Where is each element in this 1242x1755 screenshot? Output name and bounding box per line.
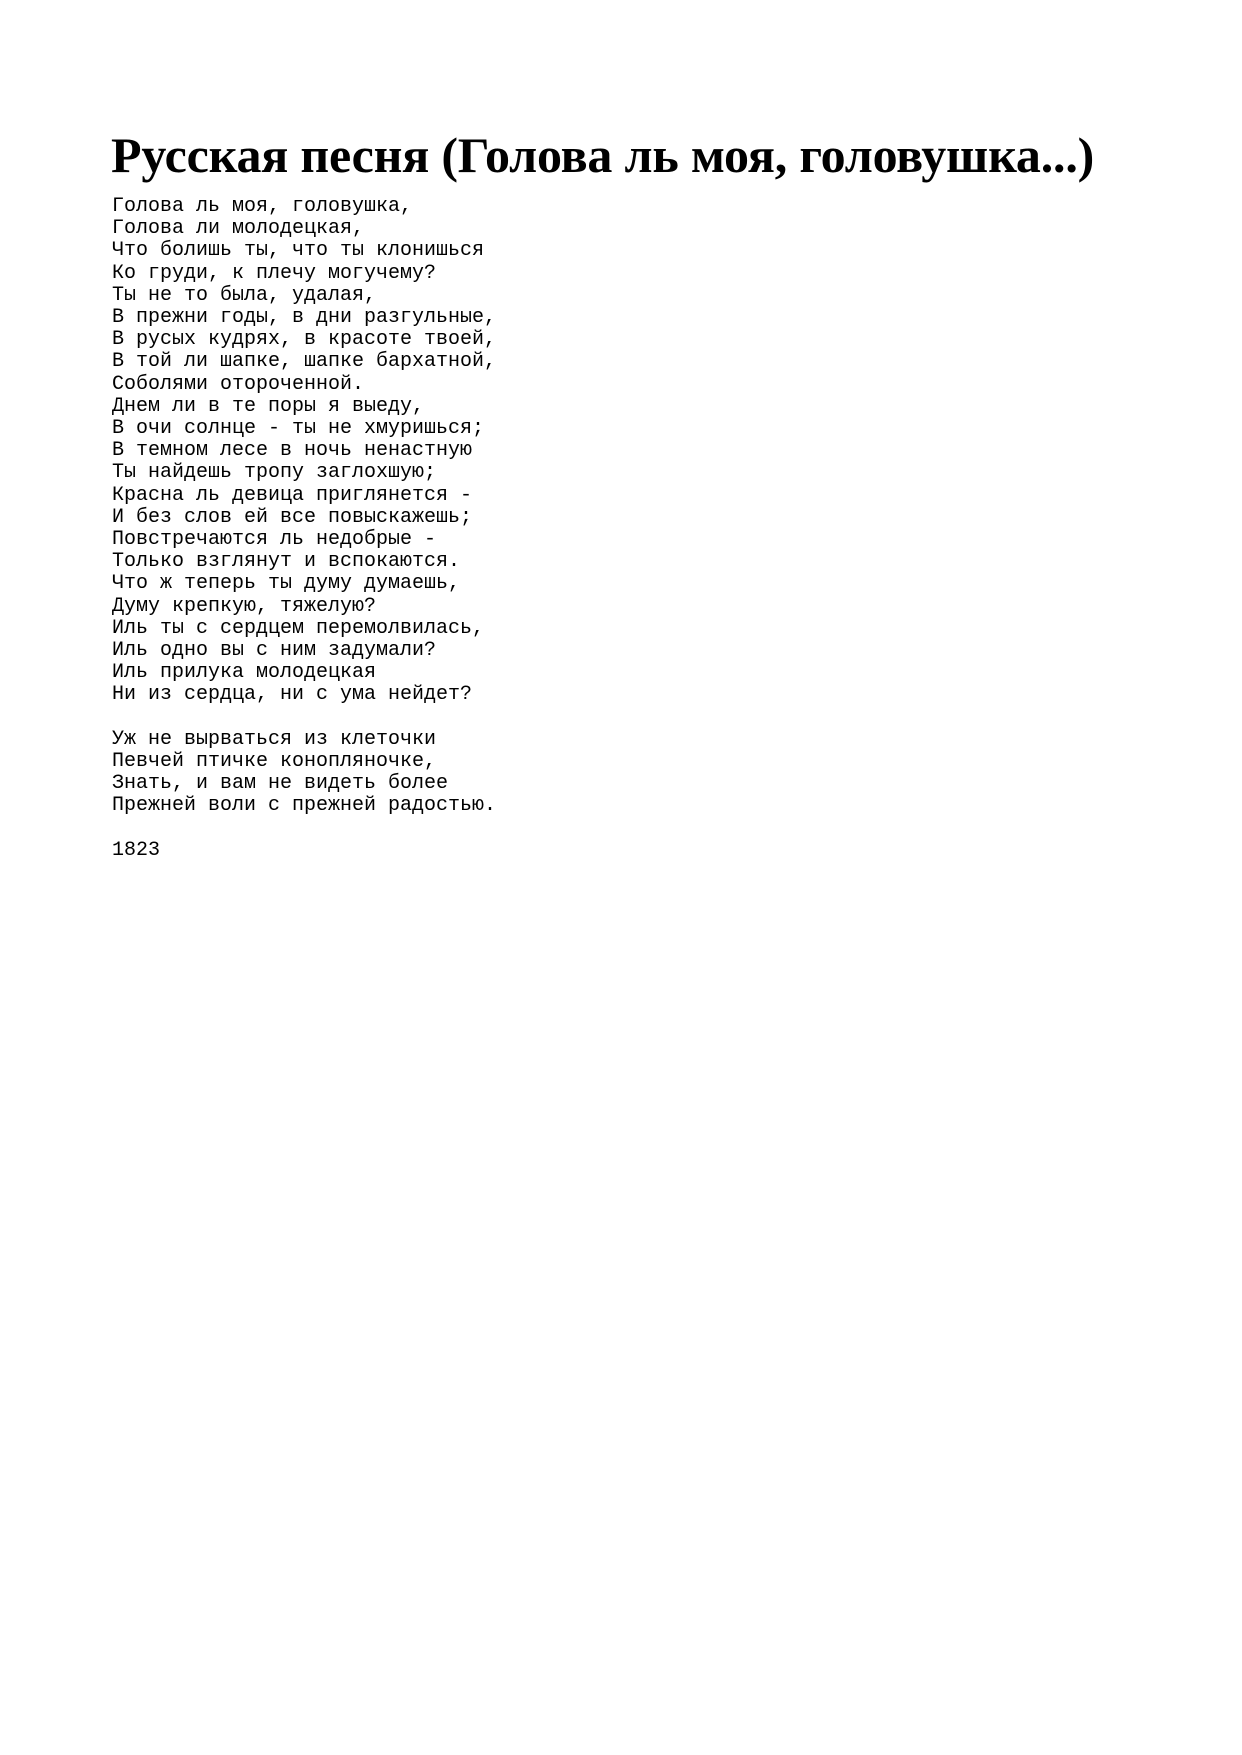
poem-line: Что ж теперь ты думу думаешь, — [112, 572, 461, 596]
poem-line: Соболями отороченной. — [112, 372, 365, 396]
poem-line: Повстречаются ль недобрые - — [112, 528, 437, 552]
poem-line: В очи солнце - ты не хмуришься; — [112, 417, 485, 441]
poem-line: И без слов ей все повыскажешь; — [112, 505, 473, 529]
stanza-2 — [112, 729, 496, 818]
poem-line: Прежней воли с прежней радостью. — [112, 794, 497, 818]
poem-line: Красна ль девица приглянется - — [112, 483, 473, 507]
poem-line: Ни из сердца, ни с ума нейдет? — [112, 683, 473, 707]
poem-line: Что болишь ты, что ты клонишься — [112, 239, 485, 263]
stanza-1 — [112, 196, 496, 707]
poem-line: Голова ль моя, головушка, — [112, 195, 413, 218]
poem-line: Знать, и вам не видеть более — [112, 772, 449, 796]
poem-line: В прежни годы, в дни разгульные, — [112, 306, 497, 330]
poem-line: Думу крепкую, тяжелую? — [112, 594, 377, 618]
poem-line: В русых кудрях, в красоте твоей, — [112, 328, 497, 352]
poem-line: Иль одно вы с ним задумали? — [112, 639, 437, 663]
poem-line: В темном лесе в ночь ненастную — [112, 439, 473, 463]
poem-line: В той ли шапке, шапке бархатной, — [112, 350, 497, 374]
poem-line: Ты не то была, удалая, — [112, 283, 377, 307]
poem-year: 1823 — [112, 838, 161, 862]
poem-title: Русская песня (Голова ль моя, головушка...) — [111, 127, 1095, 183]
poem-line: Голова ли молодецкая, — [112, 217, 365, 241]
poem-line: Иль ты с сердцем перемолвилась, — [112, 616, 485, 640]
poem-line: Ко груди, к плечу могучему? — [112, 261, 437, 285]
poem-line: Иль прилука молодецкая — [112, 661, 377, 685]
poem-line: Ты найдешь тропу заглохшую; — [112, 461, 437, 485]
poem-line: Днем ли в те поры я выеду, — [112, 394, 425, 418]
poem-line: Уж не вырваться из клеточки — [112, 727, 437, 751]
poem-body — [112, 196, 496, 862]
poem-line: Только взглянут и вспокаются. — [112, 550, 461, 574]
poem-line: Певчей птичке конопляночке, — [112, 750, 437, 774]
